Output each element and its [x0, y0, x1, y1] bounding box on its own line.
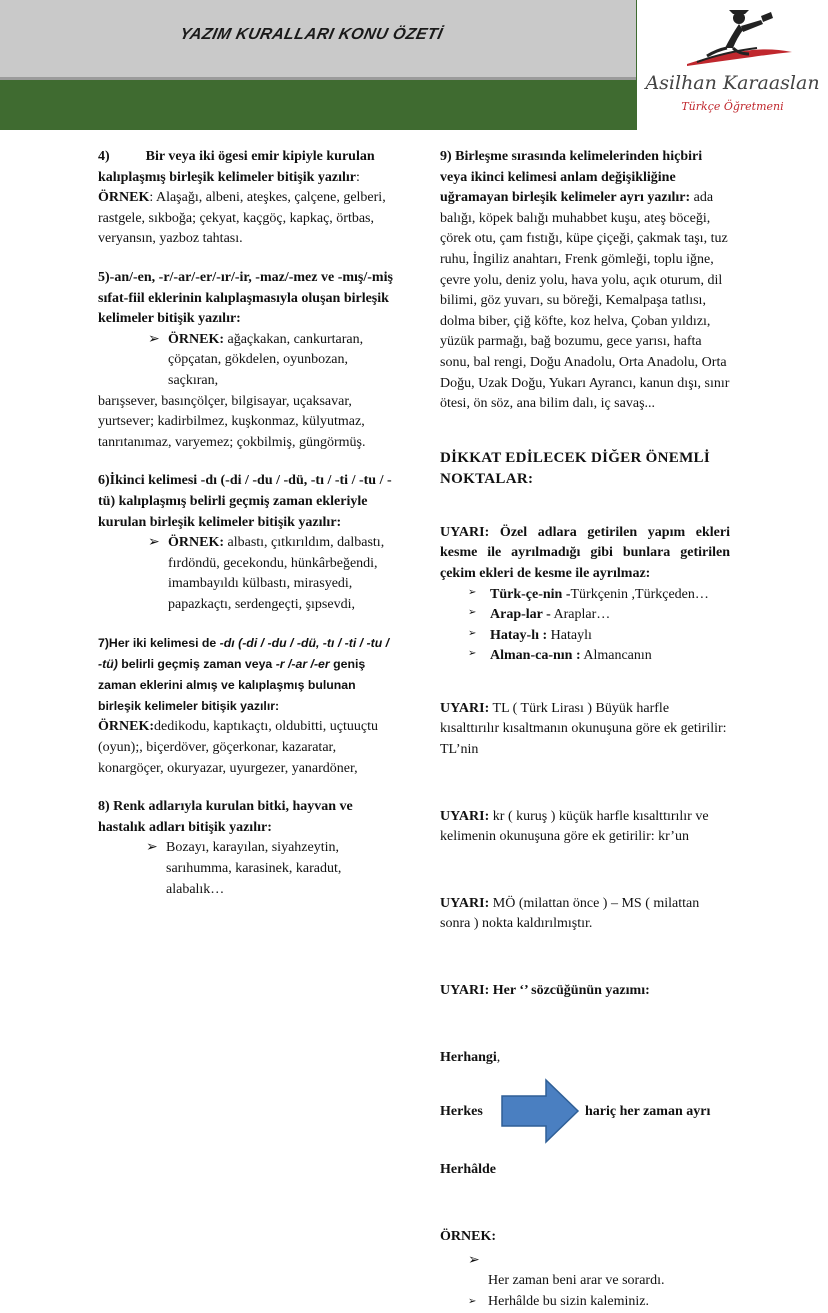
rule-6-example: ➢ ÖRNEK: albastı, çıtkırıldım, dalbastı, fırdöndü, gecekondu, hünkârbeğendi, imambayıldı külbastı, mirasyedi, papazkaçtı, serdengeçti, şıpsevdi, [148, 535, 385, 612]
rule-6 [98, 471, 394, 615]
rule-8 [98, 797, 394, 900]
list-item: ➢ Alman-ca-nın : Almancanın [468, 646, 730, 667]
rule-4-number: 4) [98, 149, 110, 164]
rule-4-example: ÖRNEK: Alaşağı, albeni, ateşkes, çalçene, gelberi, rastgele, sıkboğa; çekyat, kaçgöç, kapkaç, örtbas, veryansın, yazboz tahtası. [98, 190, 386, 247]
rule-9 [440, 147, 730, 415]
word-herkes: Herkes [440, 1104, 483, 1120]
bullet-arrow-icon: ➢ [146, 840, 158, 856]
header-title-bar [0, 0, 636, 80]
warning-1-text: UYARI: Özel adlara getirilen yapım ekleri kesme ile ayrılmadığı gibi bunlara getirilen çekim ekleri de kesme ile ayrılmaz: [440, 524, 730, 581]
bullet-arrow-icon: ➢ [468, 607, 477, 619]
rule-4-title: 4) Bir veya iki ögesi emir kipiyle kurulan kalıplaşmış birleşik kelimeler bitişik yazılır: [98, 149, 375, 185]
rule-7-example: ÖRNEK:dedikodu, kaptıkaçtı, oldubitti, uçtuuçtu (oyun);, biçerdöver, göçerkonar, kazaratar, konargöçer, okuryazar, uyurgezer, yanardöner, [98, 719, 378, 776]
right-column [440, 147, 730, 1313]
bullet-arrow-icon: ➢ [468, 586, 477, 598]
rule-5-example: ➢ ÖRNEK: ağaçkakan, cankurtaran, çöpçatan, gökdelen, oyunbozan, saçkıran, [148, 331, 364, 388]
bullet-arrow-icon: ➢ [148, 535, 160, 551]
list-item: ➢ Türk-çe-nin -Türkçenin ,Türkçeden… [468, 585, 730, 606]
rule-5-example-cont: barışsever, basınçölçer, bilgisayar, uçaksavar, yurtsever; kadirbilmez, kuşkonmaz, külyutmaz, tanrıtanımaz, varyemez; çokbilmiş, güngörmüş. [98, 393, 366, 450]
teacher-logo-icon [677, 4, 797, 74]
rule-8-title: 8) Renk adlarıyla kurulan bitki, hayvan ve hastalık adları bitişik yazılır: [98, 799, 353, 835]
rule-7-title: 7)Her iki kelimesi de -dı (-di / -du / -dü, -tı / -ti / -tu / -tü) belirli geçmiş zaman veya -r /-ar /-er geniş zaman eklerini almış ve kalıplaşmış bulunan birleşik kelimeler bitişik yazılır: [98, 636, 390, 714]
rule-7 [98, 633, 394, 779]
bullet-arrow-icon: ➢ [468, 627, 477, 639]
warning-3: UYARI: kr ( kuruş ) küçük harfle kısalttırılır ve kelimenin okunuşuna göre ek getirilir: kr’un [440, 808, 709, 845]
rule-5 [98, 268, 394, 453]
logo-subtitle: Türkçe Öğretmeni [681, 100, 784, 113]
right-arrow-icon [500, 1078, 580, 1144]
rule-9-text: 9) Birleşme sırasında kelimelerinden hiçbiri veya ikinci kelimesi anlam değişikliğine uğramayan birleşik kelimeler ayrı yazılır: ada balığı, köpek balığı muhabbet kuşu, ateş böceği, çörek otu, çam fıstığı, küpe çiçeği, çakmak taşı, tuz ruhu, İngiliz anahtarı, Frenk gömleği, toplu iğne, çevre yolu, deniz yolu, hava yolu, açık oturum, dil bilimi, göz yuvarı, su böreği, Kemalpaşa tatlısı, dolma biber, çiğ köfte, koz helva, Çoban yıldızı, yüzük parmağı, bağ bozumu, gece yarısı, hafta sonu, bal rengi, Doğu Anadolu, Orta Anadolu, Orta Doğu, Uzak Doğu, Yukarı Ayrancı, kanun dışı, sınır ötesi, ön söz, ana bilim dalı, iç savaş... [440, 149, 730, 412]
list-item: ➢ Herhâlde bu sizin kaleminiz. [468, 1292, 730, 1313]
left-column [98, 147, 394, 900]
bullet-arrow-icon: ➢ [468, 1296, 477, 1307]
bullet-arrow-icon: ➢ [468, 1253, 480, 1269]
list-item: ➢ Her zaman beni arar ve sorardı. [468, 1253, 665, 1289]
logo-name: Asilhan Karaaslan [645, 72, 820, 94]
rule-5-title: 5)-an/-en, -r/-ar/-er/-ır/-ir, -maz/-mez ve -mış/-miş sıfat-fiil eklerinin kalıplaşmasıyla oluşan birleşik kelimeler bitişik yazılır: [98, 269, 393, 327]
rule-4 [98, 147, 394, 250]
bullet-arrow-icon: ➢ [468, 648, 477, 660]
rule-6-title: 6)İkinci kelimesi -dı (-di / -du / -dü, -tı / -ti / -tu / -tü) kalıplaşmış belirli geçmiş zaman ekleriyle kurulan birleşik kelimeler bitişik yazılır: [98, 473, 392, 530]
list-item: ➢ Hatay-lı : Hataylı [468, 626, 730, 647]
warning-4: UYARI: MÖ (milattan önce ) – MS ( milattan sonra ) nokta kaldırılmıştır. [440, 895, 700, 932]
bullet-arrow-icon: ➢ [148, 331, 160, 347]
warning-1 [440, 523, 730, 667]
arrow-label: hariç her zaman ayrı [585, 1104, 711, 1120]
example-list [468, 1253, 730, 1312]
word-herhalde: Herhâlde [440, 1162, 496, 1178]
logo [637, 0, 828, 130]
word-herhangi: Herhangi, [440, 1049, 501, 1065]
warning-2: UYARI: TL ( Türk Lirası ) Büyük harfle kısalttırılır kısaltmanın okunuşuna göre ek getirilir: TL’nin [440, 700, 727, 758]
example-label: ÖRNEK: [440, 1228, 496, 1244]
page-title: YAZIM KURALLARI KONU ÖZETİ [178, 26, 445, 43]
warning-5: UYARI: Her ‘’ sözcüğünün yazımı: [440, 983, 650, 999]
warning-1-list [468, 585, 730, 667]
list-item: ➢ Arap-lar - Araplar… [468, 605, 730, 626]
rule-8-example: ➢ Bozayı, karayılan, siyahzeytin, sarıhumma, karasinek, karadut, alabalık… [146, 840, 342, 897]
notes-heading: DİKKAT EDİLECEK DİĞER ÖNEMLİ NOKTALAR: [440, 449, 710, 487]
herkes-row [440, 1082, 730, 1146]
